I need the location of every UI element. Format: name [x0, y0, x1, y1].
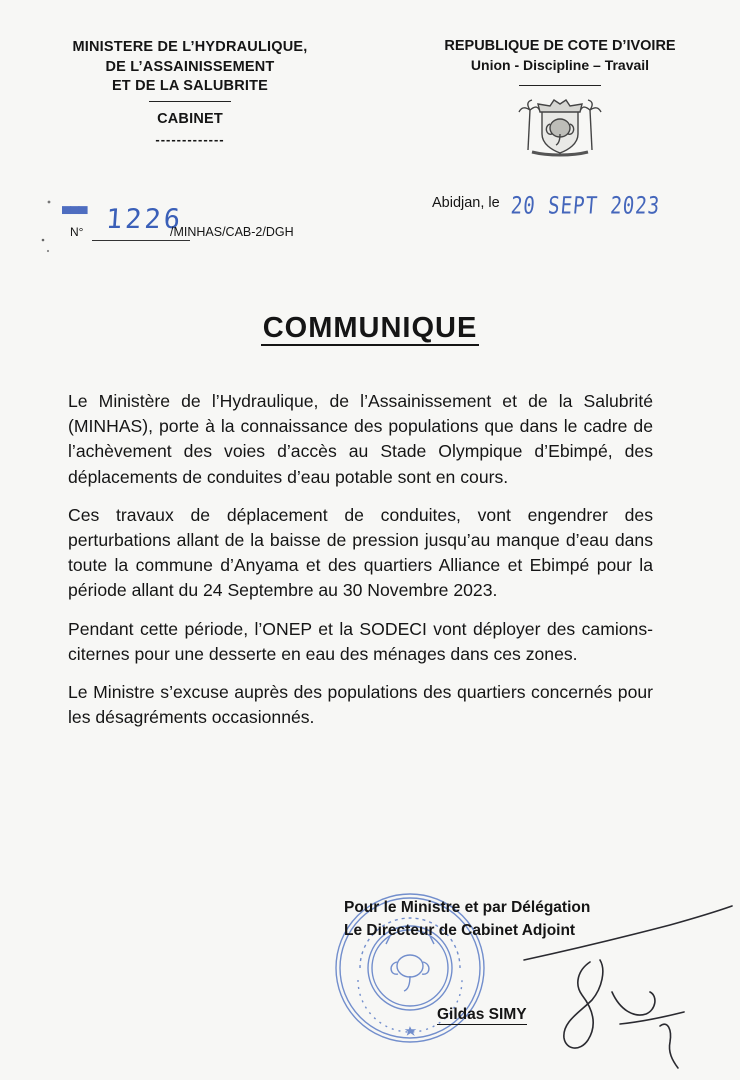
body-paragraph-1: Le Ministère de l’Hydraulique, de l’Assainissement et de la Salubrité (MINHAS), porte à la connaissance des populations que dans le cadre de l’achèvement des voies d’accès au Stade Olympique d’Ebimpé, des déplacements de conduites d’eau potable sont en cours.: [68, 391, 653, 487]
header-divider: [149, 101, 231, 102]
cabinet-label: CABINET: [157, 110, 223, 127]
body-paragraph-3: Pendant cette période, l’ONEP et la SODECI vont déployer des camions-citernes pour une desserte en eau des ménages dans ces zones.: [68, 618, 653, 664]
republic-header: [395, 37, 725, 158]
signature-line-1: Pour le Ministre et par Délégation: [344, 899, 591, 916]
date-label: Abidjan, le: [432, 195, 500, 211]
body-paragraph-2: Ces travaux de déplacement de conduites, vont engendrer des perturbations allant de la baisse de pression jusqu’au manque d’eau dans toute la commune d’Anyama et des quartiers Alliance et Ebimpé pour la période allant du 24 Septembre au 30 Novembre 2023.: [68, 504, 653, 601]
communique-body: [68, 389, 653, 730]
date-stamp: 20 SEPT 2023: [509, 192, 662, 220]
document-title-text: COMMUNIQUE: [262, 312, 478, 344]
signature-line-2: Le Directeur de Cabinet Adjoint: [344, 922, 576, 939]
ministry-header: [40, 38, 340, 150]
reference-stamp-number: 1226: [104, 204, 185, 235]
republic-name: REPUBLIQUE DE COTE D’IVOIRE: [444, 38, 676, 54]
ministry-line-3: ET DE LA SALUBRITE: [111, 78, 269, 94]
reference-underline: [92, 240, 190, 241]
republic-divider: [519, 85, 601, 86]
signatory-name: Gildas SIMY: [437, 1006, 527, 1023]
reference-number: [62, 204, 322, 246]
coat-of-arms-icon: [518, 96, 602, 158]
reference-suffix: /MINHAS/CAB-2/DGH: [170, 225, 294, 239]
ministry-line-1: MINISTERE DE L’HYDRAULIQUE,: [72, 39, 308, 55]
body-paragraph-4: Le Ministre s’excuse auprès des populations des quartiers concernés pour les désagréments occasionnés.: [68, 682, 653, 728]
dateline: [432, 192, 732, 224]
reference-prefix: N°: [70, 225, 84, 239]
ministry-line-2: DE L’ASSAINISSEMENT: [105, 58, 275, 75]
republic-motto: Union - Discipline – Travail: [470, 57, 650, 73]
handwritten-signature-icon: [520, 900, 735, 1070]
scan-specks: [40, 196, 60, 256]
document-title: [0, 312, 740, 345]
cabinet-dashes: -------------: [155, 132, 225, 147]
reference-stamp-mark: ▀▀▀: [62, 206, 87, 221]
